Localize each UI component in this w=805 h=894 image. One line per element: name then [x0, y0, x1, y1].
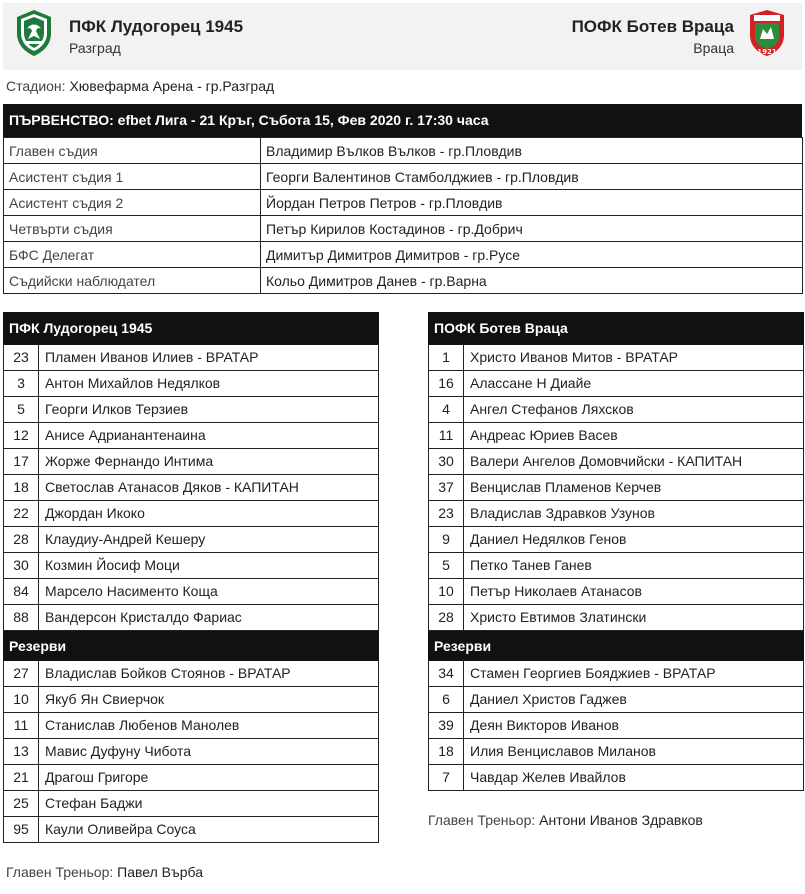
- table-row: [4, 268, 803, 294]
- away-starters: [428, 345, 804, 631]
- home-coach: [6, 864, 203, 880]
- official-role: Четвърти съдия: [4, 216, 261, 242]
- official-role: Съдийски наблюдател: [4, 268, 261, 294]
- player-name[interactable]: Венцислав Пламенов Керчев: [470, 479, 662, 495]
- player-number: 84: [4, 579, 39, 604]
- player-row: [3, 397, 379, 423]
- player-row: [428, 423, 804, 449]
- player-row: [428, 713, 804, 739]
- player-number: 23: [4, 345, 39, 370]
- player-number: 12: [4, 423, 39, 448]
- player-name[interactable]: Георги Илков Терзиев: [45, 401, 189, 417]
- player-number: 4: [429, 397, 464, 422]
- player-row: [3, 423, 379, 449]
- away-lineup: [428, 312, 804, 791]
- player-number: 18: [429, 739, 464, 764]
- player-row: [428, 449, 804, 475]
- player-name[interactable]: Козмин Йосиф Моци: [45, 557, 180, 573]
- player-number: 30: [4, 553, 39, 578]
- player-number: 88: [4, 605, 39, 630]
- player-row: [428, 345, 804, 371]
- championship-bar: [3, 104, 802, 137]
- player-name[interactable]: Жорже Фернандо Интима: [45, 453, 214, 469]
- player-row: [3, 817, 379, 843]
- player-number: 27: [4, 661, 39, 686]
- stadium-label: Стадион:: [6, 78, 66, 94]
- table-row: [4, 242, 803, 268]
- home-starters: [3, 345, 379, 631]
- player-name[interactable]: Владислав Бойков Стоянов - ВРАТАР: [45, 665, 291, 681]
- home-team-name[interactable]: ПФК Лудогорец 1945: [69, 17, 244, 36]
- home-lineup: [3, 312, 379, 843]
- player-name[interactable]: Станислав Любенов Манолев: [45, 717, 240, 733]
- player-row: [428, 605, 804, 631]
- player-row: [428, 579, 804, 605]
- player-name[interactable]: Вандерсон Кристалдо Фариас: [45, 609, 242, 625]
- player-row: [428, 501, 804, 527]
- player-row: [3, 765, 379, 791]
- coach-name: Павел Върба: [117, 864, 204, 880]
- player-number: 9: [429, 527, 464, 552]
- player-row: [3, 739, 379, 765]
- player-row: [428, 687, 804, 713]
- home-reserves-title: Резерви: [3, 631, 379, 661]
- player-row: [3, 345, 379, 371]
- player-name[interactable]: Каули Оливейра Соуса: [45, 821, 196, 837]
- player-number: 6: [429, 687, 464, 712]
- player-number: 28: [429, 605, 464, 630]
- player-name[interactable]: Светослав Атанасов Дяков - КАПИТАН: [45, 479, 299, 495]
- player-number: 39: [429, 713, 464, 738]
- player-number: 37: [429, 475, 464, 500]
- player-number: 23: [429, 501, 464, 526]
- player-number: 28: [4, 527, 39, 552]
- player-name[interactable]: Пламен Иванов Илиев - ВРАТАР: [45, 349, 259, 365]
- player-name[interactable]: Андреас Юриев Васев: [470, 427, 618, 443]
- player-row: [428, 397, 804, 423]
- player-name[interactable]: Стамен Георгиев Бояджиев - ВРАТАР: [470, 665, 716, 681]
- away-coach: [428, 812, 703, 828]
- player-name[interactable]: Илия Венциславов Миланов: [470, 743, 656, 759]
- player-row: [428, 765, 804, 791]
- championship-label: ПЪРВЕНСТВО:: [9, 112, 114, 128]
- official-name: Георги Валентинов Стамболджиев - гр.Пловдив: [261, 164, 803, 190]
- player-number: 3: [4, 371, 39, 396]
- player-name[interactable]: Антон Михайлов Недялков: [45, 375, 221, 391]
- player-name[interactable]: Петър Николаев Атанасов: [470, 583, 642, 599]
- player-name[interactable]: Петко Танев Ганев: [470, 557, 592, 573]
- player-number: 18: [4, 475, 39, 500]
- player-name[interactable]: Анисе Адрианантенаина: [45, 427, 206, 443]
- player-number: 17: [4, 449, 39, 474]
- player-number: 11: [4, 713, 39, 738]
- player-number: 95: [4, 817, 39, 842]
- player-row: [428, 371, 804, 397]
- player-row: [3, 449, 379, 475]
- away-team-city: Враца: [693, 40, 734, 56]
- player-number: 22: [4, 501, 39, 526]
- player-name[interactable]: Христо Иванов Митов - ВРАТАР: [470, 349, 678, 365]
- official-name: Димитър Димитров Димитров - гр.Русе: [261, 242, 803, 268]
- player-number: 5: [429, 553, 464, 578]
- away-lineup-title: ПОФК Ботев Враца: [428, 312, 804, 345]
- player-row: [3, 371, 379, 397]
- player-name[interactable]: Чавдар Желев Ивайлов: [470, 769, 626, 785]
- official-name: Кольо Димитров Данев - гр.Варна: [261, 268, 803, 294]
- player-number: 11: [429, 423, 464, 448]
- player-number: 13: [4, 739, 39, 764]
- player-number: 1: [429, 345, 464, 370]
- player-row: [3, 791, 379, 817]
- player-name[interactable]: Мавис Дуфуну Чибота: [45, 743, 192, 759]
- official-role: БФС Делегат: [4, 242, 261, 268]
- away-reserves: [428, 661, 804, 791]
- player-number: 10: [4, 687, 39, 712]
- official-role: Главен съдия: [4, 138, 261, 164]
- player-row: [3, 713, 379, 739]
- stadium-value: Хювефарма Арена - гр.Разград: [69, 78, 275, 94]
- player-row: [3, 501, 379, 527]
- player-name[interactable]: Даниел Христов Гаджев: [470, 691, 627, 707]
- player-number: 34: [429, 661, 464, 686]
- player-name[interactable]: Христо Евтимов Златински: [470, 609, 647, 625]
- player-row: [3, 527, 379, 553]
- home-reserves: [3, 661, 379, 843]
- player-name[interactable]: Клаудиу-Андрей Кешеру: [45, 531, 206, 547]
- player-number: 30: [429, 449, 464, 474]
- ludogorets-crest-icon[interactable]: [15, 9, 53, 57]
- player-name[interactable]: Деян Викторов Иванов: [470, 717, 619, 733]
- home-lineup-title: ПФК Лудогорец 1945: [3, 312, 379, 345]
- player-row: [428, 661, 804, 687]
- table-row: [4, 190, 803, 216]
- player-row: [3, 687, 379, 713]
- player-row: [428, 475, 804, 501]
- home-team-city: Разград: [69, 40, 121, 56]
- player-name[interactable]: Ангел Стефанов Ляхсков: [470, 401, 634, 417]
- player-row: [3, 605, 379, 631]
- player-name[interactable]: Драгош Григоре: [45, 769, 149, 785]
- player-name[interactable]: Якуб Ян Свиерчок: [45, 691, 165, 707]
- botev-vratsa-crest-icon[interactable]: [748, 9, 786, 57]
- coach-name: Антони Иванов Здравков: [539, 812, 703, 828]
- table-row: [4, 216, 803, 242]
- table-row: [4, 164, 803, 190]
- championship-value[interactable]: efbet Лига - 21 Кръг, Събота 15, Фев 2020 г. 17:30 часа: [117, 112, 489, 128]
- player-row: [3, 553, 379, 579]
- match-header: [3, 3, 802, 70]
- coach-label: Главен Треньор:: [428, 812, 536, 828]
- coach-label: Главен Треньор:: [6, 864, 114, 880]
- player-name[interactable]: Марсело Насименто Коща: [45, 583, 218, 599]
- player-number: 16: [429, 371, 464, 396]
- player-row: [428, 527, 804, 553]
- player-number: 10: [429, 579, 464, 604]
- away-team-name[interactable]: ПОФК Ботев Враца: [571, 17, 734, 36]
- player-name[interactable]: Алассане Н Диайе: [470, 375, 592, 391]
- player-row: [3, 475, 379, 501]
- player-number: 21: [4, 765, 39, 790]
- player-row: [3, 579, 379, 605]
- player-name[interactable]: Владислав Здравков Узунов: [470, 505, 655, 521]
- player-row: [428, 553, 804, 579]
- table-row: [4, 138, 803, 164]
- official-name: Владимир Вълков Вълков - гр.Пловдив: [261, 138, 803, 164]
- official-role: Асистент съдия 2: [4, 190, 261, 216]
- player-name[interactable]: Стефан Баджи: [45, 795, 143, 811]
- crest-year: 1921: [757, 48, 777, 56]
- stadium-info: [6, 78, 274, 94]
- away-reserves-title: Резерви: [428, 631, 804, 661]
- player-name[interactable]: Джордан Икоко: [45, 505, 145, 521]
- official-name: Петър Кирилов Костадинов - гр.Добрич: [261, 216, 803, 242]
- player-row: [428, 739, 804, 765]
- player-row: [3, 661, 379, 687]
- officials-table: [3, 137, 803, 294]
- player-name[interactable]: Валери Ангелов Домовчийски - КАПИТАН: [470, 453, 743, 469]
- official-name: Йордан Петров Петров - гр.Пловдив: [261, 190, 803, 216]
- player-number: 5: [4, 397, 39, 422]
- official-role: Асистент съдия 1: [4, 164, 261, 190]
- player-name[interactable]: Даниел Недялков Генов: [470, 531, 627, 547]
- player-number: 7: [429, 765, 464, 790]
- player-number: 25: [4, 791, 39, 816]
